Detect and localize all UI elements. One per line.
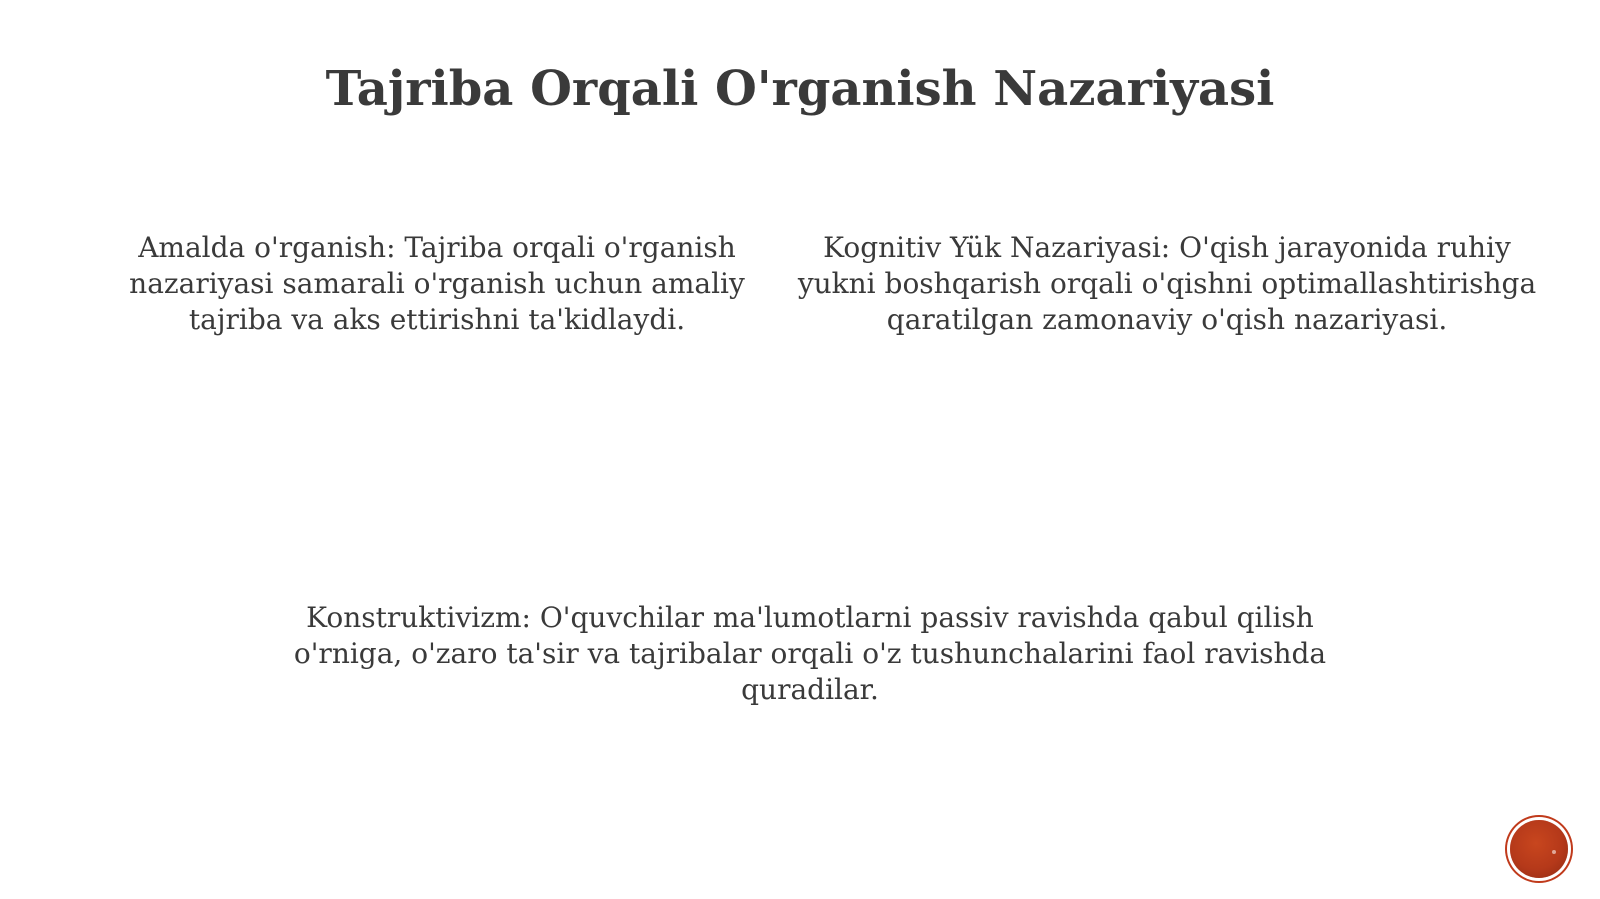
text-block-kognitiv: Kognitiv Yük Nazariyasi: O'qish jarayonida ruhiy yukni boshqarish orqali o'qishni optimallashtirishga qaratilgan zamonaviy o'qish nazariyasi. — [797, 231, 1537, 336]
button-glint — [1552, 850, 1556, 854]
circle-button-icon[interactable] — [1510, 820, 1568, 878]
text-block-amalda: Amalda o'rganish: Tajriba orqali o'rganish nazariyasi samarali o'rganish uchun amaliy tajriba va aks ettirishni ta'kidlaydi. — [129, 231, 745, 336]
slide-title: Tajriba Orqali O'rganish Nazariyasi — [325, 61, 1275, 117]
text-block-konstruktivizm: Konstruktivizm: O'quvchilar ma'lumotlarni passiv ravishda qabul qilish o'rniga, o'zaro ta'sir va tajribalar orqali o'z tushunchalarini faol ravishda quradilar. — [293, 601, 1327, 706]
